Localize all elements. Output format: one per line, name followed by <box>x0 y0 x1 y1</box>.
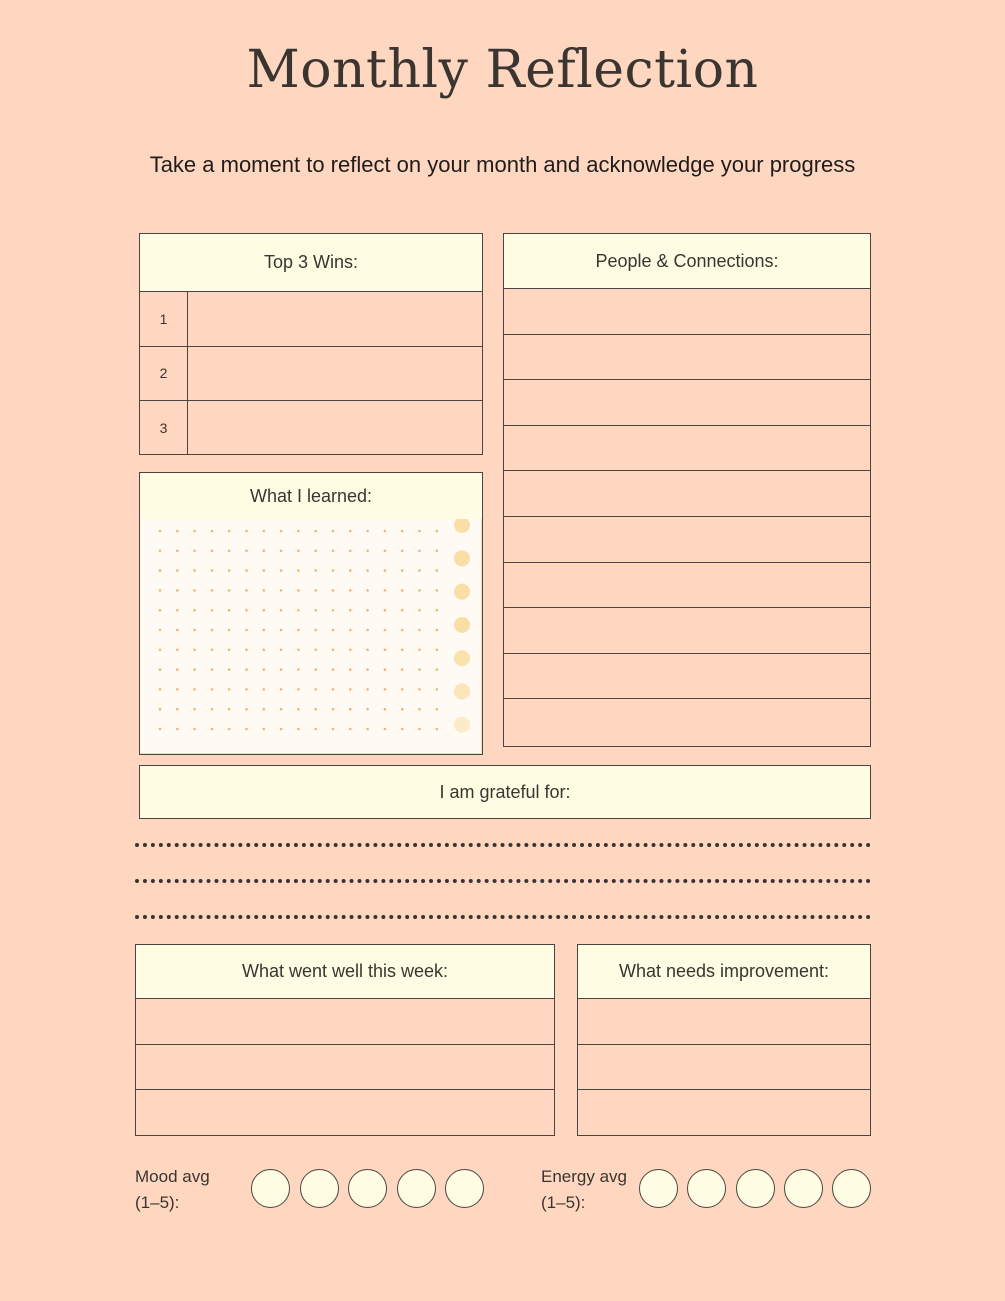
grid-dot <box>193 649 196 652</box>
grid-dot <box>436 530 439 533</box>
wins-input-1[interactable] <box>188 292 482 346</box>
grid-dot <box>418 649 421 652</box>
grid-dot <box>418 609 421 612</box>
grid-dot <box>263 569 266 572</box>
grid-dot <box>228 649 231 652</box>
grid-dot <box>297 589 300 592</box>
grid-dot <box>314 530 317 533</box>
grid-dot <box>366 668 369 671</box>
grid-dot <box>245 728 248 731</box>
learned-section <box>139 472 483 755</box>
grid-dot <box>297 649 300 652</box>
grid-dot <box>401 609 404 612</box>
grid-dot <box>193 589 196 592</box>
grid-dot <box>280 530 283 533</box>
grid-dot <box>280 589 283 592</box>
grid-dot <box>349 569 352 572</box>
grid-dot <box>332 550 335 553</box>
grid-dot <box>159 728 162 731</box>
grid-dot <box>297 688 300 691</box>
grid-dot <box>436 629 439 632</box>
grid-dot <box>280 708 283 711</box>
improvement-row[interactable] <box>578 999 870 1045</box>
people-row[interactable] <box>504 517 870 563</box>
grid-dot <box>436 569 439 572</box>
mood-label-line2: (1–5): <box>135 1193 180 1212</box>
binder-ring-dot <box>454 717 470 733</box>
grid-dot <box>263 688 266 691</box>
energy-label <box>541 1164 641 1216</box>
grid-dot <box>193 550 196 553</box>
mood-circle-4[interactable] <box>397 1169 436 1208</box>
grid-dot <box>314 569 317 572</box>
grid-dot <box>176 688 179 691</box>
grid-dot <box>211 649 214 652</box>
grid-dot <box>245 589 248 592</box>
grid-dot <box>314 668 317 671</box>
grid-dot <box>436 688 439 691</box>
grid-dot <box>193 668 196 671</box>
grid-dot <box>384 609 387 612</box>
grid-dot <box>228 668 231 671</box>
grid-dot <box>314 550 317 553</box>
grid-dot <box>280 688 283 691</box>
grid-dot <box>176 550 179 553</box>
grid-dot <box>211 569 214 572</box>
grid-dot <box>349 550 352 553</box>
grid-dot <box>401 649 404 652</box>
grid-dot <box>401 688 404 691</box>
grid-dot <box>384 668 387 671</box>
wins-heading: Top 3 Wins: <box>140 234 482 292</box>
went-well-section <box>135 944 555 1136</box>
people-row[interactable] <box>504 289 870 335</box>
grid-dot <box>314 728 317 731</box>
grid-dot <box>211 708 214 711</box>
grid-dot <box>193 728 196 731</box>
grid-dot <box>401 530 404 533</box>
grid-dot <box>176 649 179 652</box>
grid-dot <box>418 629 421 632</box>
grid-dot <box>332 668 335 671</box>
grid-dot <box>384 530 387 533</box>
wins-row-1[interactable] <box>140 292 482 347</box>
grid-dot <box>384 589 387 592</box>
grid-dot <box>228 688 231 691</box>
grid-dot <box>280 629 283 632</box>
grid-dot <box>314 609 317 612</box>
people-row[interactable] <box>504 608 870 654</box>
grid-dot <box>263 668 266 671</box>
people-section <box>503 233 871 747</box>
binder-ring-dot <box>454 650 470 666</box>
wins-number-1: 1 <box>140 292 188 346</box>
grid-dot <box>193 530 196 533</box>
grid-dot <box>418 668 421 671</box>
grid-dot <box>263 589 266 592</box>
grid-dot <box>297 569 300 572</box>
grid-dot <box>176 708 179 711</box>
grid-dot <box>436 550 439 553</box>
mood-circle-3[interactable] <box>348 1169 387 1208</box>
grid-dot <box>211 550 214 553</box>
mood-circle-5[interactable] <box>445 1169 484 1208</box>
grid-dot <box>332 569 335 572</box>
wins-number-3: 3 <box>140 401 188 455</box>
grid-dot <box>332 629 335 632</box>
grid-dot <box>211 530 214 533</box>
grateful-line-3[interactable] <box>135 915 871 919</box>
grid-dot <box>401 708 404 711</box>
people-heading: People & Connections: <box>504 234 870 289</box>
grid-dot <box>366 728 369 731</box>
grid-dot <box>436 649 439 652</box>
grid-dot <box>245 708 248 711</box>
grid-dot <box>418 569 421 572</box>
energy-circle-4[interactable] <box>784 1169 823 1208</box>
energy-label-line1: Energy avg <box>541 1167 627 1186</box>
grid-dot <box>418 708 421 711</box>
grid-dot <box>366 589 369 592</box>
grid-dot <box>159 708 162 711</box>
energy-rating <box>639 1169 871 1209</box>
binder-ring-dot <box>454 684 470 700</box>
grid-dot <box>245 649 248 652</box>
grid-dot <box>436 589 439 592</box>
went-well-row[interactable] <box>136 1090 554 1135</box>
grid-dot <box>401 668 404 671</box>
grid-dot <box>193 688 196 691</box>
grid-dot <box>366 550 369 553</box>
grid-dot <box>159 550 162 553</box>
grid-dot <box>297 609 300 612</box>
grid-dot <box>384 688 387 691</box>
grid-dot <box>245 629 248 632</box>
grid-dot <box>245 550 248 553</box>
grid-dot <box>384 649 387 652</box>
grid-dot <box>228 728 231 731</box>
grid-dot <box>366 530 369 533</box>
grid-dot <box>176 668 179 671</box>
mood-circle-2[interactable] <box>300 1169 339 1208</box>
grid-dot <box>384 569 387 572</box>
grid-dot <box>211 688 214 691</box>
grid-dot <box>159 569 162 572</box>
improvement-row[interactable] <box>578 1090 870 1135</box>
grid-dot <box>418 728 421 731</box>
grid-dot <box>176 530 179 533</box>
binder-ring-dot <box>454 617 470 633</box>
grid-dot <box>436 728 439 731</box>
grid-dot <box>263 609 266 612</box>
grid-dot <box>366 688 369 691</box>
learned-dot-grid[interactable] <box>140 519 481 753</box>
people-row[interactable] <box>504 380 870 426</box>
grid-dot <box>280 668 283 671</box>
grid-dot <box>314 649 317 652</box>
mood-label-line1: Mood avg <box>135 1167 210 1186</box>
learned-heading: What I learned: <box>140 473 482 519</box>
grateful-heading: I am grateful for: <box>139 765 871 819</box>
grid-dot <box>280 649 283 652</box>
grid-dot <box>401 728 404 731</box>
people-row[interactable] <box>504 335 870 381</box>
grid-dot <box>332 609 335 612</box>
grid-dot <box>366 569 369 572</box>
grid-dot <box>349 708 352 711</box>
grid-dot <box>211 629 214 632</box>
grid-dot <box>332 589 335 592</box>
grid-dot <box>297 530 300 533</box>
grid-dot <box>280 550 283 553</box>
grid-dot <box>228 550 231 553</box>
grid-dot <box>366 629 369 632</box>
grid-dot <box>245 530 248 533</box>
grid-dot <box>401 629 404 632</box>
grid-dot <box>245 569 248 572</box>
binder-ring-dot <box>454 584 470 600</box>
grid-dot <box>176 569 179 572</box>
grid-dot <box>176 609 179 612</box>
grid-dot <box>332 708 335 711</box>
grid-dot <box>159 629 162 632</box>
wins-number-2: 2 <box>140 347 188 401</box>
grid-dot <box>159 649 162 652</box>
grid-dot <box>159 530 162 533</box>
mood-rating <box>251 1169 484 1209</box>
grid-dot <box>245 688 248 691</box>
wins-input-3[interactable] <box>188 401 482 455</box>
grid-dot <box>384 629 387 632</box>
grid-dot <box>401 550 404 553</box>
grid-dot <box>263 550 266 553</box>
energy-circle-3[interactable] <box>736 1169 775 1208</box>
people-rows <box>504 289 870 745</box>
wins-row-3[interactable] <box>140 401 482 455</box>
grid-dot <box>314 589 317 592</box>
grid-dot <box>176 629 179 632</box>
grid-dot <box>228 530 231 533</box>
grid-dot <box>263 728 266 731</box>
grid-dot <box>418 589 421 592</box>
people-row[interactable] <box>504 654 870 700</box>
grid-dot <box>245 668 248 671</box>
page-subtitle: Take a moment to reflect on your month and acknowledge your progress <box>149 152 856 177</box>
improvement-heading: What needs improvement: <box>578 945 870 999</box>
grid-dot <box>332 688 335 691</box>
improvement-row[interactable] <box>578 1045 870 1091</box>
grid-dot <box>349 668 352 671</box>
grid-dot <box>436 609 439 612</box>
grid-dot <box>401 569 404 572</box>
grid-dot <box>349 649 352 652</box>
grid-dot <box>228 569 231 572</box>
grid-dot <box>349 688 352 691</box>
learned-dot-grid-svg <box>140 519 481 753</box>
grid-dot <box>297 708 300 711</box>
grid-dot <box>349 728 352 731</box>
grid-dot <box>228 589 231 592</box>
grid-dot <box>297 728 300 731</box>
energy-circle-5[interactable] <box>832 1169 871 1208</box>
grid-dot <box>297 550 300 553</box>
grid-dot <box>263 649 266 652</box>
grid-dot <box>384 728 387 731</box>
page-title: Monthly Reflection <box>246 40 759 100</box>
grid-dot <box>176 589 179 592</box>
grid-dot <box>176 728 179 731</box>
grid-dot <box>211 589 214 592</box>
grid-dot <box>280 569 283 572</box>
grid-dot <box>228 609 231 612</box>
grid-dot <box>211 668 214 671</box>
went-well-heading: What went well this week: <box>136 945 554 999</box>
grid-dot <box>349 530 352 533</box>
grid-dot <box>211 609 214 612</box>
grid-dot <box>314 688 317 691</box>
grid-dot <box>436 668 439 671</box>
grid-dot <box>366 708 369 711</box>
grid-dot <box>263 708 266 711</box>
grid-dot <box>418 688 421 691</box>
grid-dot <box>159 609 162 612</box>
people-row[interactable] <box>504 699 870 745</box>
wins-input-2[interactable] <box>188 347 482 401</box>
grid-dot <box>159 688 162 691</box>
grid-dot <box>228 629 231 632</box>
grid-dot <box>193 569 196 572</box>
went-well-row[interactable] <box>136 1045 554 1091</box>
grid-dot <box>297 668 300 671</box>
grid-dot <box>366 649 369 652</box>
grid-dot <box>418 530 421 533</box>
grid-dot <box>211 728 214 731</box>
mood-label <box>135 1164 245 1216</box>
grid-dot <box>193 629 196 632</box>
went-well-row[interactable] <box>136 999 554 1045</box>
improvement-section <box>577 944 871 1136</box>
grid-dot <box>366 609 369 612</box>
grid-dot <box>332 728 335 731</box>
grid-dot <box>159 589 162 592</box>
grid-dot <box>280 728 283 731</box>
grid-dot <box>193 708 196 711</box>
grid-dot <box>228 708 231 711</box>
grid-dot <box>159 668 162 671</box>
energy-circle-1[interactable] <box>639 1169 678 1208</box>
energy-circle-2[interactable] <box>687 1169 726 1208</box>
binder-ring-dot <box>454 519 470 533</box>
grid-dot <box>297 629 300 632</box>
mood-circle-1[interactable] <box>251 1169 290 1208</box>
binder-ring-dot <box>454 550 470 566</box>
grid-dot <box>193 609 196 612</box>
grid-dot <box>263 629 266 632</box>
grid-dot <box>349 629 352 632</box>
grid-dot <box>349 609 352 612</box>
grid-dot <box>418 550 421 553</box>
grateful-line-1[interactable] <box>135 843 871 847</box>
grid-dot <box>401 589 404 592</box>
grid-dot <box>436 708 439 711</box>
grid-dot <box>314 708 317 711</box>
grid-dot <box>349 589 352 592</box>
grid-dot <box>332 530 335 533</box>
wins-row-2[interactable] <box>140 347 482 402</box>
people-row[interactable] <box>504 426 870 472</box>
wins-section <box>139 233 483 455</box>
grid-dot <box>384 708 387 711</box>
grid-dot <box>384 550 387 553</box>
grid-dot <box>280 609 283 612</box>
grid-dot <box>245 609 248 612</box>
people-row[interactable] <box>504 471 870 517</box>
grid-dot <box>332 649 335 652</box>
energy-label-line2: (1–5): <box>541 1193 586 1212</box>
grid-dot <box>263 530 266 533</box>
grid-dot <box>314 629 317 632</box>
grateful-line-2[interactable] <box>135 879 871 883</box>
people-row[interactable] <box>504 563 870 609</box>
